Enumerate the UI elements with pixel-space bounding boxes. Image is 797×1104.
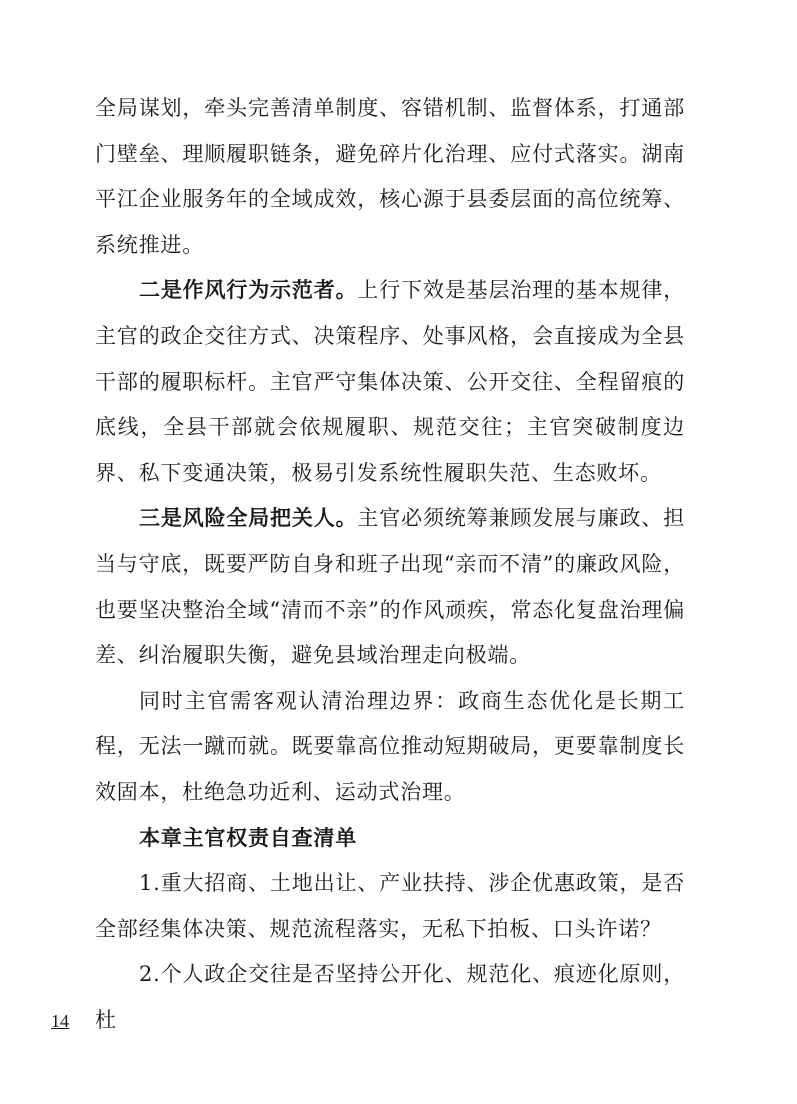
checklist-item-1: 1.重大招商、土地出让、产业扶持、涉企优惠政策，是否全部经集体决策、规范流程落实，无私下拍板、口头许诺？ — [95, 871, 685, 941]
paragraph-lead: 二是作风行为示范者。 — [139, 278, 358, 303]
paragraph-continuation: 全局谋划，牵头完善清单制度、容错机制、监督体系，打通部门壁垒、理顺履职链条，避免碎片化治理、应付式落实。湖南平江企业服务年的全域成效，核心源于县委层面的高位统筹、系统推进。 — [95, 96, 685, 257]
paragraph-role-2 — [95, 268, 685, 496]
paragraph-body: 上行下效是基层治理的基本规律，主官的政企交往方式、决策程序、处事风格，会直接成为全县干部的履职标杆。主官严守集体决策、公开交往、全程留痕的底线，全县干部就会依规履职、规范交往；主官突破制度边界、私下变通决策，极易引发系统性履职失范、生态败坏。 — [95, 278, 686, 485]
checklist-item-2: 2.个人政企交往是否坚持公开化、规范化、痕迹化原则，杜 — [95, 962, 685, 1032]
paragraph-lead: 三是风险全局把关人。 — [139, 506, 358, 531]
paragraph-boundary: 同时主官需客观认清治理边界：政商生态优化是长期工程，无法一蹴而就。既要靠高位推动短期破局，更要靠制度长效固本，杜绝急功近利、运动式治理。 — [95, 688, 685, 804]
section-heading: 本章主官权责自查清单 — [139, 825, 357, 850]
paragraph-role-3 — [95, 496, 685, 678]
page-number: 14 — [51, 1011, 69, 1031]
paragraph-body: 主官必须统筹兼顾发展与廉政、担当与守底，既要严防自身和班子出现“亲而不清”的廉政风险，也要坚决整治全域“清而不亲”的作风顽疾，常态化复盘治理偏差、纠治履职失衡，避免县域治理走向极端。 — [95, 506, 686, 668]
body-text — [95, 86, 685, 1043]
